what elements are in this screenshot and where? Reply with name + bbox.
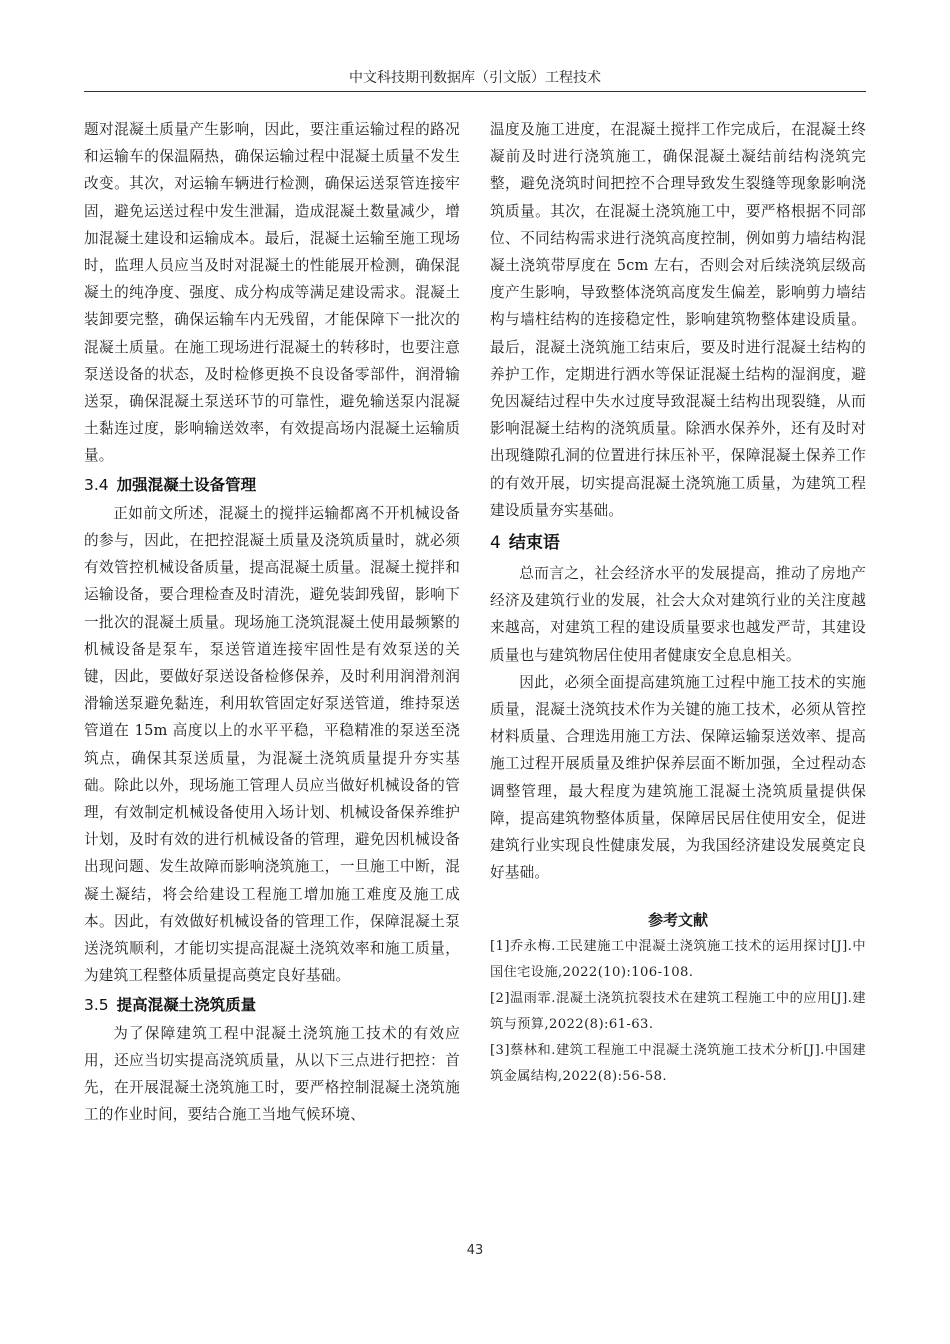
section-title: 结束语 — [508, 533, 560, 554]
body-paragraph: 因此，必须全面提高建筑施工过程中施工技术的实施质量，混凝土浇筑技术作为关键的施工技术，必须从管控材料质量、合理选用施工方法、保障运输泵送效率、提高施工过程开展质量及维护保养层面不断加强，全过程动态调整管理，最大程度为建筑施工混凝土浇筑质量提供保障，提高建筑物整体质量，保障居民居住使用安全，促进建筑行业实现良性健康发展，为我国经济建设发展奠定良好基础。 — [490, 673, 866, 882]
section-number: 3.4 — [84, 475, 109, 494]
body-paragraph: 为了保障建筑工程中混凝土浇筑施工技术的有效应用，还应当切实提高浇筑质量，从以下三点进行把控：首先，在开展混凝土浇筑施工时，要严格控制混凝土浇筑施工的作业时间，要结合施工当地气候环境、 — [84, 1024, 460, 1124]
section-heading-3-5 — [84, 992, 460, 1019]
reference-item: [2]温雨霏.混凝土浇筑抗裂技术在建筑工程施工中的应用[J].建筑与预算,2022(8):61-63. — [490, 991, 866, 1033]
section-number: 3.5 — [84, 995, 109, 1014]
body-paragraph: 题对混凝土质量产生影响，因此，要注重运输过程的路况和运输车的保温隔热，确保运输过程中混凝土质量不发生改变。其次，对运输车辆进行检测，确保运送泵管连接牢固，避免运送过程中发生泄漏，造成混凝土数量减少，增加混凝土建设和运输成本。最后，混凝土运输至施工现场时，监理人员应当及时对混凝土的性能展开检测，确保混凝土的纯净度、强度、成分构成等满足建设需求。混凝土装卸要完整，确保运输车内无残留，才能保障下一批次的混凝土质量。在施工现场进行混凝土的转移时，也要注意泵送设备的状态，及时检修更换不良设备零部件，润滑输送泵，确保混凝土泵送环节的可靠性，避免输送泵内混凝土黏连过度，影响输送效率，有效提高场内混凝土运输质量。 — [84, 121, 460, 465]
section-title: 加强混凝土设备管理 — [116, 475, 257, 494]
section-number: 4 — [490, 533, 501, 554]
right-column — [490, 116, 866, 1090]
reference-item: [3]蔡林和.建筑工程施工中混凝土浇筑施工技术分析[J].中国建筑金属结构,2022(8):56-58. — [490, 1043, 866, 1085]
journal-header: 中文科技期刊数据库（引文版）工程技术 — [84, 64, 866, 92]
page-number: 43 — [466, 1243, 484, 1258]
body-paragraph: 总而言之，社会经济水平的发展提高，推动了房地产经济及建筑行业的发展，社会大众对建筑行业的关注度越来越高，对建筑工程的建设质量要求也越发严苛，其建设质量也与建筑物居住使用者健康安全息息相关。 — [490, 565, 866, 664]
reference-item: [1]乔永梅.工民建施工中混凝土浇筑施工技术的运用探讨[J].中国住宅设施,2022(10):106-108. — [490, 939, 866, 981]
left-column — [84, 116, 460, 1129]
references-title: 参考文献 — [647, 911, 708, 930]
body-paragraph: 正如前文所述，混凝土的搅拌运输都离不开机械设备的参与，因此，在把控混凝土质量及浇筑质量时，就必须有效管控机械设备质量，提高混凝土质量。混凝土搅拌和运输设备，要合理检查及时清洗，避免装卸残留，影响下一批次的混凝土质量。现场施工浇筑混凝土使用最频繁的机械设备是泵车，泵送管道连接牢固性是有效泵送的关键，因此，要做好泵送设备检修保养，及时利用润滑剂润滑输送泵避免黏连，利用软管固定好泵送管道，维持泵送管道在 15m 高度以上的水平平稳，平稳精准的泵送至浇筑点，确保其泵送质量，为混凝土浇筑质量提升夯实基础。除此以外，现场施工管理人员应当做好机械设备的管理，有效制定机械设备使用入场计划、机械设备保养维护计划，及时有效的进行机械设备的管理，避免因机械设备出现问题、发生故障而影响浇筑施工，一旦施工中断，混凝土凝结，将会给建设工程施工增加施工难度及施工成本。因此，有效做好机械设备的管理工作，保障混凝土泵送浇筑顺利，才能切实提高混凝土浇筑效率和施工质量，为建筑工程整体质量提高奠定良好基础。 — [84, 504, 460, 985]
section-heading-3-4 — [84, 472, 460, 499]
body-paragraph: 温度及施工进度，在混凝土搅拌工作完成后，在混凝土终凝前及时进行浇筑施工，确保混凝土凝结前结构浇筑完整，避免浇筑时间把控不合理导致发生裂缝等现象影响浇筑质量。其次，在混凝土浇筑施工中，要严格根据不同部位、不同结构需求进行浇筑高度控制，例如剪力墙结构混凝土浇筑带厚度在 5cm 左右，否则会对后续浇筑层级高度产生影响，导致整体浇筑高度发生偏差，影响剪力墙结构与墙柱结构的连接稳定性，影响建筑物整体建设质量。最后，混凝土浇筑施工结束后，要及时进行混凝土结构的养护工作，定期进行洒水等保证混凝土结构的湿润度，避免因凝结过程中失水过度导致混凝土结构出现裂缝，从而影响混凝土结构的浇筑质量。除洒水保养外，还有及时对出现缝隙孔洞的位置进行抹压补平，保障混凝土保养工作的有效开展，切实提高混凝土浇筑施工质量，为建筑工程建设质量夯实基础。 — [490, 121, 866, 519]
section-heading-4 — [490, 528, 866, 558]
section-title: 提高混凝土浇筑质量 — [116, 995, 257, 1014]
